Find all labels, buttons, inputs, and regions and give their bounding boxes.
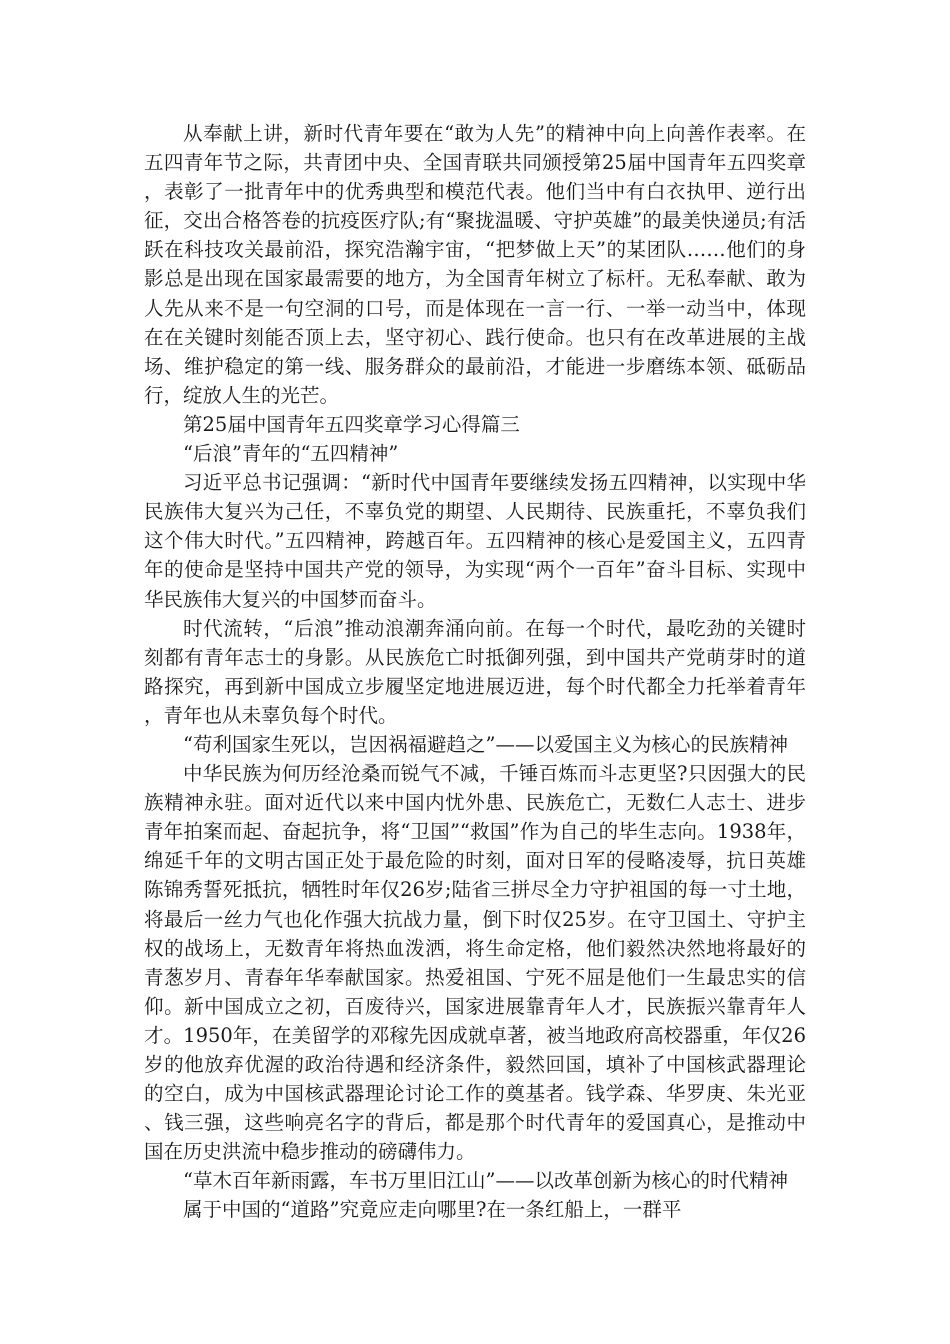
- section-subtitle-may-fourth-spirit: “后浪”青年的“五四精神”: [183, 442, 399, 466]
- heading-patriotism: “苟利国家生死以，岂因祸福避趋之”——以爱国主义为核心的民族精神: [183, 732, 788, 756]
- paragraph-national-spirit: 中华民族为何历经沧桑而锐气不减，千锤百炼而斗志更坚?只因强大的民族精神永驻。面对近代以来中国内忧外患、民族危亡，无数仁人志士、进步青年拍案而起、奋起抗争，将“卫国”“救国”作为自己的毕生志向。1938年，绵延千年的文明古国正处于最危险的时刻，面对日军的侵略凌辱，抗日英雄陈锦秀誓死抵抗，牺牲时年仅26岁;陆省三拼尽全力守护祖国的每一寸土地，将最后一丝力气也化作强大抗战力量，倒下时仅25岁。在守卫国土、守护主权的战场上，无数青年将热血泼洒，将生命定格，他们毅然决然地将最好的青葱岁月、青春年华奉献国家。热爱祖国、宁死不屈是他们一生最忠实的信仰。新中国成立之初，百废待兴，国家进展靠青年人才，民族振兴靠青年人才。1950年，在美留学的邓稼先因成就卓著，被当地政府高校器重，年仅26岁的他放弃优渥的政治待遇和经济条件，毅然回国，填补了中国核武器理论的空白，成为中国核武器理论讨论工作的奠基者。钱学森、华罗庚、朱光亚、钱三强，这些响亮名字的背后，都是那个时代青年的爱国真心，是推动中国在历史洪流中稳步推动的磅礴伟力。: [144, 762, 806, 1164]
- paragraph-road-question: 属于中国的“道路”究竟应走向哪里?在一条红船上，一群平: [183, 1198, 682, 1222]
- paragraph-era-change: 时代流转，“后浪”推动浪潮奔涌向前。在每一个时代，最吃劲的关键时刻都有青年志士的身影。从民族危亡时抵御列强，到中国共产党萌芽时的道路探究，再到新中国成立步履坚定地进展迈进，每个时代都全力托举着青年，青年也从未辜负每个时代。: [144, 616, 806, 727]
- document-body: [144, 119, 806, 1225]
- heading-reform-innovation: “草木百年新雨露，车书万里旧江山”——以改革创新为核心的时代精神: [183, 1169, 788, 1193]
- section-title-part-three: 第25届中国青年五四奖章学习心得篇三: [183, 412, 520, 436]
- paragraph-dedication: 从奉献上讲，新时代青年要在“敢为人先”的精神中向上向善作表率。在五四青年节之际，共青团中央、全国青联共同颁授第25届中国青年五四奖章，表彰了一批青年中的优秀典型和模范代表。他们当中有白衣执甲、逆行出征，交出合格答卷的抗疫医疗队;有“聚拢温暖、守护英雄”的最美快递员;有活跃在科技攻关最前沿，探究浩瀚宇宙，“把梦做上天”的某团队……他们的身影总是出现在国家最需要的地方，为全国青年树立了标杆。无私奉献、敢为人先从来不是一句空洞的口号，而是体现在一言一行、一举一动当中，体现在在关键时刻能否顶上去，坚守初心、践行使命。也只有在改革进展的主战场、维护稳定的第一线、服务群众的最前沿，才能进一步磨练本领、砥砺品行，绽放人生的光芒。: [144, 122, 806, 407]
- paragraph-xi-quote: 习近平总书记强调：“新时代中国青年要继续发扬五四精神，以实现中华民族伟大复兴为己任，不辜负党的期望、人民期待、民族重托，不辜负我们这个伟大时代。”五四精神，跨越百年。五四精神的核心是爱国主义，五四青年的使命是坚持中国共产党的领导，为实现“两个一百年”奋斗目标、实现中华民族伟大复兴的中国梦而奋斗。: [144, 471, 806, 611]
